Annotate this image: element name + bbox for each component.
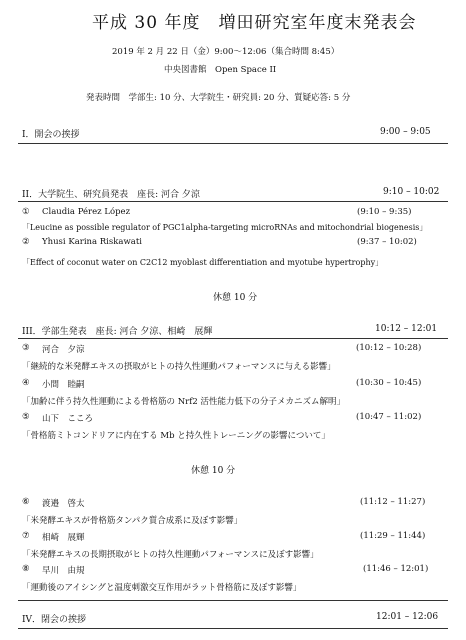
divider <box>18 600 448 601</box>
section-time: 9:10 – 10:02 <box>383 187 440 197</box>
time-allotment: 発表時間 学部生: 10 分、大学院生・研究員: 20 分、質疑応答: 5 分 <box>86 93 351 103</box>
talk-presenter: 山下 こころ <box>42 414 94 424</box>
talk-number: ⑦ <box>22 531 30 541</box>
page-title: 平成 30 年度 増田研究室年度末発表会 <box>92 13 417 33</box>
talk-title: 「米発酵エキスが骨格筋タンパク質合成系に及ぼす影響」 <box>22 516 243 526</box>
divider <box>18 143 448 144</box>
talk-title: 「骨格筋ミトコンドリアに内在する Mb と持久性トレーニングの影響について」 <box>22 431 330 441</box>
talk-time: (11:29 – 11:44) <box>360 531 426 541</box>
talk-number: ⑥ <box>22 497 30 507</box>
talk-number: ② <box>22 237 30 247</box>
talk-number: ① <box>22 207 30 217</box>
section-heading: I．開会の挨拶 <box>22 130 80 140</box>
talk-time: (10:47 – 11:02) <box>356 412 422 422</box>
talk-time: (10:30 – 10:45) <box>356 378 422 388</box>
talk-time: (9:10 – 9:35) <box>357 207 412 217</box>
section-time: 9:00 – 9:05 <box>380 127 431 137</box>
talk-title: 「Leucine as possible regulator of PGC1alpha-targeting microRNAs and mitochondrial biogenesis」 <box>22 223 428 232</box>
talk-number: ⑧ <box>22 564 30 574</box>
talk-title: 「運動後のアイシングと温度刺激交互作用がラット骨格筋に及ぼす影響」 <box>22 583 302 593</box>
break-label: 休憩 10 分 <box>191 466 236 476</box>
talk-presenter: Claudia Pérez López <box>42 207 131 217</box>
talk-presenter: 河合 夕涼 <box>42 345 85 355</box>
talk-title: 「米発酵エキスの長期摂取がヒトの持久性運動パフォーマンスに及ぼす影響」 <box>22 550 319 560</box>
talk-presenter: 相崎 展輝 <box>42 533 85 543</box>
venue: 中央図書館 Open Space II <box>164 65 277 75</box>
talk-time: (11:46 – 12:01) <box>363 564 429 574</box>
talk-time: (9:37 – 10:02) <box>357 237 417 247</box>
talk-presenter: 早川 由規 <box>42 566 85 576</box>
divider <box>18 628 448 629</box>
talk-number: ⑤ <box>22 412 30 422</box>
talk-presenter: 渡邉 啓太 <box>42 499 85 509</box>
section-time: 10:12 – 12:01 <box>375 324 438 334</box>
section-heading: III．学部生発表 座長: 河合 夕涼、相崎 展輝 <box>22 327 213 337</box>
section-heading: IV．閉会の挨拶 <box>22 615 87 625</box>
talk-title: 「加齢に伴う持久性運動による骨格筋の Nrf2 活性能力低下の分子メカニズム解明」 <box>22 397 345 407</box>
talk-presenter: Yhusi Karina Riskawati <box>42 237 142 247</box>
divider <box>18 201 448 202</box>
talk-number: ③ <box>22 343 30 353</box>
talk-number: ④ <box>22 378 30 388</box>
section-time: 12:01 – 12:06 <box>376 612 439 622</box>
break-label: 休憩 10 分 <box>213 293 258 303</box>
divider <box>18 338 448 339</box>
talk-presenter: 小間 睦嗣 <box>42 380 85 390</box>
date-line: 2019 年 2 月 22 日（金）9:00～12:06（集合時間 8:45） <box>112 47 340 57</box>
section-heading: II．大学院生、研究員発表 座長: 河合 夕涼 <box>22 190 200 200</box>
talk-time: (11:12 – 11:27) <box>360 497 426 507</box>
talk-title: 「継続的な米発酵エキスの摂取がヒトの持久性運動パフォーマンスに与える影響」 <box>22 362 336 372</box>
talk-title: 「Effect of coconut water on C2C12 myoblast differentiation and myotube hypertrophy」 <box>22 258 384 267</box>
talk-time: (10:12 – 10:28) <box>356 343 422 353</box>
